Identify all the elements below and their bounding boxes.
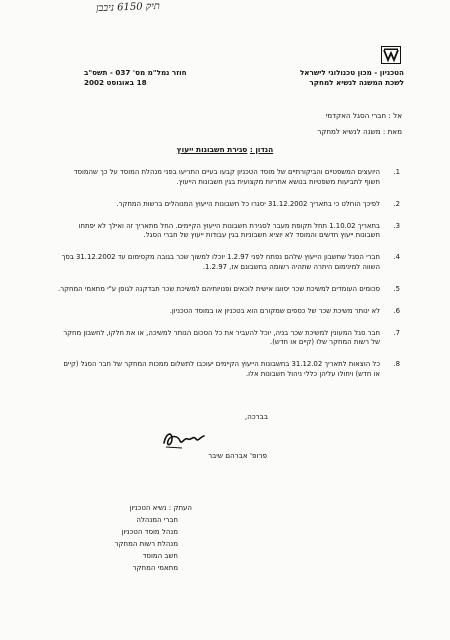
signer-name: פרופ' אברהם שיבר [208, 451, 267, 460]
subject-line [80, 145, 370, 154]
list-item [58, 253, 400, 272]
item-number: 3. [393, 221, 400, 230]
org-name: הטכניון - מכון טכנולוגי לישראל [299, 68, 404, 77]
technion-logo-icon [381, 46, 401, 64]
cc-list [115, 514, 192, 574]
list-item [58, 168, 400, 187]
item-text: לא ינותר משיכת שכר של כספים שמקורם הוא בטכניון או במוסד הטכניון. [169, 306, 380, 315]
numbered-items [58, 168, 400, 392]
list-item [58, 285, 400, 295]
item-text: חברי הסגל שחשבון הייעוץ שלהם נפתח לפני 1.2.97 יוכלו למשוך שכר בגובה מקסימום עד 31.12.2002 בסך השווה למינימום היתרה שתהיה רשומה בחשבונם אז, 1.2.97. [61, 253, 380, 271]
item-text: בתאריך 1.10.02 תחל תקופת מעבר לסגירת חשבונות הייעוץ הקיימים. החל מתאריך זה ואילך לא יפתחו חשבונות ייעוץ חדשים והמוסד לא יוציא חשבוניות בגין עבודות ייעוץ של חברי הסגל. [78, 221, 380, 239]
list-item: חברי המנהלה [136, 516, 178, 524]
list-item [58, 360, 400, 379]
list-item: מתאמי המחקר [132, 564, 178, 572]
item-number: 1. [393, 168, 400, 176]
subject-label: הנדון : [249, 145, 274, 154]
item-number: 6. [393, 306, 400, 315]
org-office: לשכת המשנה לנשיא למחקר [309, 78, 404, 87]
item-number: 8. [393, 360, 400, 368]
item-number: 5. [393, 284, 400, 293]
cc-block [115, 502, 192, 574]
sender-line: מאת : משנה לנשיא למחקר [317, 127, 402, 136]
cc-label: העתק : נשיא הטכניון [129, 504, 192, 512]
signature-icon [160, 427, 208, 451]
item-text: היועצים המשפטיים והביקורתיים של מוסד הטכניון קבעו בעיים התריעו בפני מנהלת המוסד על כך שהמוסד חשוף לתביעות משפטיות בנושא אחריות מקצועית בגין חשבונות הייעוץ. [73, 168, 380, 186]
list-item [58, 222, 400, 241]
item-text: כל הוצאות לתאריך 31.12.02 בחשבונות הייעוץ הקיימים יעוכבו לתשלום ממכות המחקר של חבר הסגל (קיים או חדש) ויחולו עליהן כללי ניהול חשבונות אלו. [63, 360, 380, 378]
item-number: 7. [393, 328, 400, 337]
closing-greeting: בברכה, [244, 412, 268, 421]
item-text: לפיכך הוחלט כי בתאריך 31.12.2002 יסגרו כל חשבונות הייעוץ המנוהלים ברשות המחקר. [116, 199, 380, 208]
item-number: 4. [393, 253, 400, 261]
item-number: 2. [393, 199, 400, 208]
list-item: מנהלת רשות המחקר [114, 540, 178, 548]
circular-number: חוזר נמל"מ מס' 037 - תשס"ב [84, 68, 187, 77]
list-item [58, 307, 400, 317]
letter-date: 18 באוגוסט 2002 [84, 78, 147, 87]
list-item: מנהל מוסד הטכניון [121, 528, 178, 536]
subject-text: סגירת חשבונות ייעוץ [176, 145, 248, 154]
handwritten-note: תיק 6150 ניבבן [95, 0, 161, 15]
item-text: חבר סגל המעונין למשיכת שכר בניה, יוכל להעביר את כל הסכום הנותר למשיכה, או את חלקו, לחשבון מחקר של רשות המחקר שלו (קיים או חדש). [63, 328, 380, 346]
list-item: חשב המוסד [142, 552, 178, 560]
list-item [58, 200, 400, 210]
org-header [234, 68, 404, 88]
addressee-line: אל : חברי הסגל האקדמי [325, 111, 402, 120]
reference-block [84, 68, 244, 88]
list-item [58, 329, 400, 348]
item-text: סכומים העומדים למשיכת שכר יסווגו אישית לוכאים ופנויותיהם למשיכת שכר תבדקנה לגופן ע"י מתאמי המחקר. [58, 284, 380, 293]
